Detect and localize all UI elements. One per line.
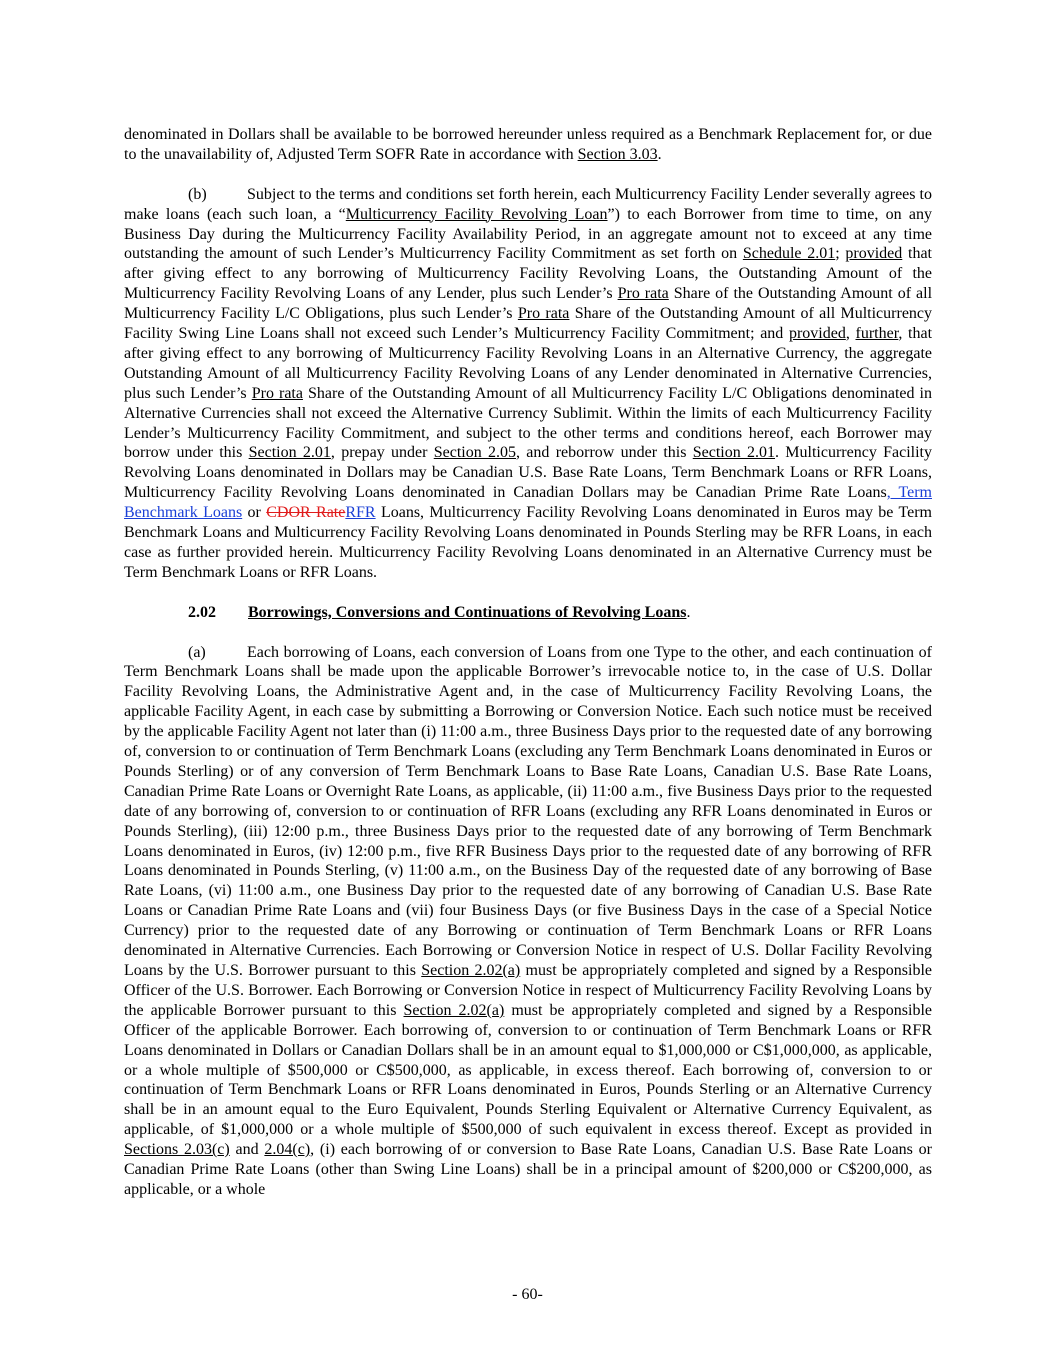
defined-term: Multicurrency Facility Revolving Loan: [345, 205, 608, 223]
paragraph-a: [124, 643, 932, 1200]
inserted-text: , Term Benchmark Loans: [124, 484, 932, 522]
section-number: 2.02: [188, 603, 216, 621]
text-run: .: [686, 603, 691, 621]
text-run: ,: [845, 325, 856, 343]
section-title: Borrowings, Conversions and Continuations of Revolving Loans: [248, 603, 687, 621]
paragraph-label: (a): [188, 643, 206, 661]
pro-rata-term: Pro rata: [251, 384, 303, 402]
text-run: , prepay under: [330, 444, 434, 462]
text-run: Share of the Outstanding Amount of all Multicurrency Facility Swing Line Loans shall not exceed such Lender’s Multicurrency Facility Commitment; and: [124, 305, 933, 343]
page-number: - 60-: [512, 1286, 543, 1303]
text-run: .: [657, 145, 662, 163]
text-run: Each borrowing of Loans, each conversion of Loans from one Type to the other, and each continuation of Term Benchmark Loans shall be made upon the applicable Borrower’s irrevocable notice to, in the case of U.S. Dollar Facility Revolving Loans, the Administrative Agent and, in the case of Multicurrency Facility Revolving Loans, the applicable Facility Agent, in each case by submitting a Borrowing or Conversion Notice. Each such notice must be received by the applicable Facility Agent not later than (i) 11:00 a.m., three Business Days prior to the requested date of any borrowing of, conversion to or continuation of Term Benchmark Loans (excluding any Term Benchmark Loans denominated in Euros or Pounds Sterling) or of any conversion of Term Benchmark Loans to Base Rate Loans, Canadian U.S. Base Rate Loans, Canadian Prime Rate Loans or Overnight Rate Loans, as applicable, (ii) 11:00 a.m., five Business Days prior to the requested date of any borrowing of, conversion to or continuation of RFR Loans (excluding any RFR Loans denominated in Euros or Pounds Sterling), (iii) 12:00 p.m., three Business Days prior to the requested date of any borrowing of Term Benchmark Loans denominated in Euros, (iv) 12:00 p.m., five RFR Business Days prior to the requested date of any borrowing of RFR Loans denominated in Pounds Sterling, (v) 11:00 a.m., on the Business Day of the requested date of any borrowing of Base Rate Loans, (vi) 11:00 a.m., one Business Day prior to the requested date of any borrowing of Canadian U.S. Base Rate Loans or Canadian Prime Rate Loans and (vii) four Business Days (or five Business Days in the case of a Special Notice Currency) prior to the requested date of any Borrowing or continuation of Term Benchmark Loans or RFR Loans denominated in Alternative Currencies. Each Borrowing or Conversion Notice in respect of U.S. Dollar Facility Revolving Loans by the U.S. Borrower pursuant to this: [124, 643, 932, 980]
text-run: and: [229, 1141, 265, 1159]
paragraph-continuation: [124, 125, 932, 165]
section-reference: 2.04(c): [264, 1141, 311, 1159]
text-run: , that after giving effect to any borrowing of Multicurrency Facility Revolving Loans in an Alternative Currency, the aggregate Outstanding Amount of all Multicurrency Facility Revolving Loans of any Lender denominated in Alternative Currencies, plus such Lender’s: [124, 325, 933, 402]
text-run: that after giving effect to any borrowing of Multicurrency Facility Revolving Loans, the Outstanding Amount of the Multicurrency Facility Revolving Loans of any Lender, plus such Lender’s: [124, 245, 932, 303]
text-run: must be appropriately completed and signed by a Responsible Officer of the applicable Borrower. Each borrowing of, conversion to or continuation of Term Benchmark Loans or RFR Loans denominated in Dollars or Canadian Dollars shall be in an amount equal to $1,000,000 or C$1,000,000, as applicable, or a whole multiple of $500,000 or C$500,000, as applicable, in excess thereof. Each borrowing of, conversion to or continuation of Term Benchmark Loans or RFR Loans denominated in Euros, Pounds Sterling or an Alternative Currency shall be in an amount equal to the Euro Equivalent, Pounds Sterling Equivalent or Alternative Currency Equivalent, as applicable, of $1,000,000 or a whole multiple of $500,000 of such equivalent in excess thereof. Except as provided in: [124, 1001, 932, 1139]
section-reference: Section 2.02(a): [403, 1001, 505, 1019]
text-run: or: [242, 504, 267, 522]
text-run: Share of the Outstanding Amount of all Multicurrency Facility L/C Obligations denominated in Alternative Currencies shall not exceed the Alternative Currency Sublimit. Within the limits of each Multicurrency Facility Lender’s Multicurrency Facility Commitment, and subject to the other terms and conditions hereof, each Borrower may borrow under this: [124, 384, 933, 462]
text-run: Share of the Outstanding Amount of all Multicurrency Facility L/C Obligations, plus such Lender’s: [124, 285, 933, 323]
section-reference: Section 2.02(a): [421, 962, 521, 980]
proviso-term: further: [855, 325, 899, 343]
text-run: Loans, Multicurrency Facility Revolving Loans denominated in Euros may be Term Benchmark Loans and Multicurrency Facility Revolving Loans denominated in Pounds Sterling may be RFR Loans, in each case as further provided herein. Multicurrency Facility Revolving Loans denominated in an Alternative Currency must be Term Benchmark Loans or RFR Loans.: [124, 504, 933, 581]
section-reference: Section 2.05: [433, 444, 517, 462]
text-run: ;: [835, 245, 846, 263]
pro-rata-term: Pro rata: [617, 285, 669, 303]
text-run: Subject to the terms and conditions set forth herein, each Multicurrency Facility Lender severally agrees to make loans (each such loan, a “: [124, 185, 932, 223]
text-run: , (i) each borrowing of or conversion to Base Rate Loans, Canadian U.S. Base Rate Loans or Canadian Prime Rate Loans (other than Swing Line Loans) shall be in a principal amount of $200,000 or C$200,000, as applicable, or a whole: [124, 1141, 932, 1198]
section-reference: Section 2.01: [248, 444, 331, 462]
inserted-text: RFR: [345, 504, 376, 522]
proviso-term: provided: [788, 325, 846, 343]
deleted-text: CDOR Rate: [266, 504, 346, 522]
section-reference: Sections 2.03(c): [124, 1141, 230, 1159]
text-run: denominated in Dollars shall be available to be borrowed hereunder unless required as a Benchmark Replacement for, or due to the unavailability of, Adjusted Term SOFR Rate in accordance with: [124, 126, 932, 163]
document-page: [124, 125, 932, 1200]
section-reference: Section 2.01: [692, 444, 776, 462]
proviso-term: provided: [845, 245, 903, 263]
text-run: . Multicurrency Facility Revolving Loans denominated in Dollars may be Canadian U.S. Base Rate Loans, Term Benchmark Loans or RFR Loans, Multicurrency Facility Revolving Loans denominated in Canadian Dollars may be Canadian Prime Rate Loans: [124, 444, 932, 502]
pro-rata-term: Pro rata: [517, 305, 570, 323]
paragraph-label: (b): [188, 185, 207, 203]
schedule-reference: Schedule 2.01: [742, 245, 836, 263]
section-reference: Section 3.03: [577, 145, 658, 163]
text-run: must be appropriately completed and signed by a Responsible Officer of the U.S. Borrower. Each Borrowing or Conversion Notice in respect of Multicurrency Facility Revolving Loans by the applicable Borrower pursuant to this: [124, 962, 933, 1019]
paragraph-b: [124, 185, 932, 583]
section-heading: [124, 603, 932, 623]
text-run: , and reborrow under this: [516, 444, 693, 462]
text-run: ”) to each Borrower from time to time, on any Business Day during the Multicurrency Facility Availability Period, in an aggregate amount not to exceed at any time outstanding the amount of such Lender’s Multicurrency Facility Commitment as set forth on: [124, 205, 932, 263]
